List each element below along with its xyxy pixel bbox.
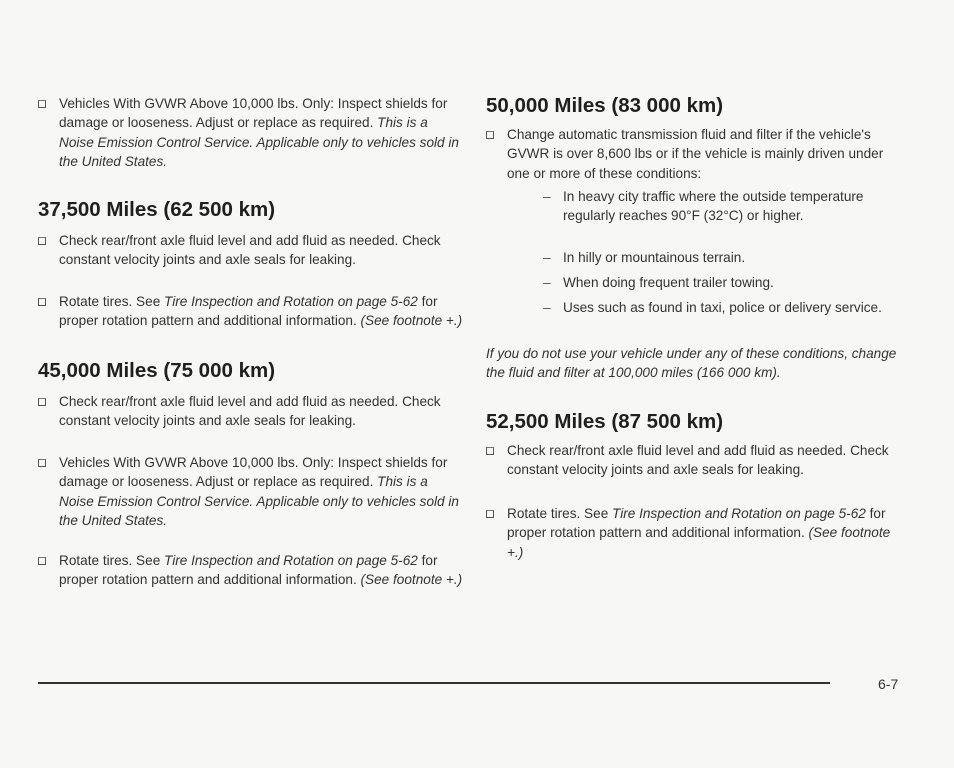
checklist-item-vehicles-gvwr	[38, 453, 463, 531]
item-italic-note: This is a Noise Emission Control Service. Applicable only to vehicles sold in the United States.	[59, 115, 459, 170]
checkbox-icon[interactable]	[38, 100, 46, 108]
item-text: Vehicles With GVWR Above 10,000 lbs. Only: Inspect shields for damage or looseness. Adjust or replace as required.	[59, 96, 448, 131]
dash-bullet: –	[543, 250, 551, 265]
condition-item	[543, 187, 903, 226]
condition-text: In heavy city traffic where the outside temperature regularly reaches 90°F (32°C) or higher.	[563, 189, 864, 224]
item-text: Check rear/front axle fluid level and add fluid as needed. Check constant velocity joints and axle seals for leaking.	[507, 443, 889, 478]
checklist-item-rotate-tires	[38, 551, 463, 590]
cross-reference-link[interactable]: Tire Inspection and Rotation on page 5-62	[612, 506, 866, 521]
item-text: Rotate tires. See	[507, 506, 609, 521]
checklist-item-rotate-tires	[38, 292, 463, 331]
cross-reference-link[interactable]: Tire Inspection and Rotation on page 5-62	[164, 553, 418, 568]
footer-rule	[38, 682, 830, 684]
item-text: for proper rotation pattern and additional information.	[59, 294, 438, 329]
condition-item	[543, 248, 903, 267]
footnote-reference: (See footnote +.)	[360, 313, 463, 329]
checkbox-icon[interactable]	[38, 459, 46, 467]
italic-note: If you do not use your vehicle under any of these conditions, change the fluid and filter at 100,000 miles (166 000 km).	[486, 346, 897, 381]
item-text: Vehicles With GVWR Above 10,000 lbs. Only: Inspect shields for damage or looseness. Adjust or replace as required.	[59, 455, 448, 490]
item-text: for proper rotation pattern and additional information.	[507, 506, 886, 541]
section-heading-52500: 52,500 Miles (87 500 km)	[486, 410, 724, 433]
item-text: for proper rotation pattern and additional information.	[59, 553, 438, 588]
condition-text: When doing frequent trailer towing.	[563, 275, 774, 290]
checkbox-icon[interactable]	[38, 298, 46, 306]
section-heading-37500: 37,500 Miles (62 500 km)	[38, 198, 276, 221]
condition-text: In hilly or mountainous terrain.	[563, 250, 746, 265]
checkbox-icon[interactable]	[486, 447, 494, 455]
footnote-reference: (See footnote +.)	[360, 572, 463, 588]
condition-item	[543, 273, 903, 292]
item-text: Rotate tires. See	[59, 294, 161, 309]
checklist-item-axle-fluid	[486, 441, 906, 480]
footnote-reference: (See footnote +.)	[507, 525, 891, 560]
dash-bullet: –	[543, 189, 551, 204]
checkbox-icon[interactable]	[486, 131, 494, 139]
section-heading-50000: 50,000 Miles (83 000 km)	[486, 94, 724, 117]
dash-bullet: –	[543, 300, 551, 315]
condition-item	[543, 298, 903, 317]
cross-reference-link[interactable]: Tire Inspection and Rotation on page 5-62	[164, 294, 418, 309]
checklist-item-axle-fluid	[38, 392, 463, 431]
checkbox-icon[interactable]	[486, 510, 494, 518]
section-heading-45000: 45,000 Miles (75 000 km)	[38, 359, 276, 382]
checkbox-icon[interactable]	[38, 237, 46, 245]
item-italic-note: This is a Noise Emission Control Service. Applicable only to vehicles sold in the United States.	[59, 474, 459, 529]
checkbox-icon[interactable]	[38, 398, 46, 406]
dash-bullet: –	[543, 275, 551, 290]
checkbox-icon[interactable]	[38, 557, 46, 565]
item-text: Check rear/front axle fluid level and add fluid as needed. Check constant velocity joints and axle seals for leaking.	[59, 233, 441, 268]
checklist-item-vehicles-gvwr	[38, 94, 463, 172]
checklist-item-rotate-tires	[486, 504, 906, 562]
checklist-item-transmission-fluid	[486, 125, 906, 183]
item-text: Rotate tires. See	[59, 553, 161, 568]
checklist-item-axle-fluid	[38, 231, 463, 270]
page-number: 6-7	[878, 676, 899, 692]
item-text: Change automatic transmission fluid and filter if the vehicle's GVWR is over 8,600 lbs or if the vehicle is mainly driven under one or more of these conditions:	[507, 127, 884, 181]
item-text: Check rear/front axle fluid level and add fluid as needed. Check constant velocity joints and axle seals for leaking.	[59, 394, 441, 429]
condition-text: Uses such as found in taxi, police or delivery service.	[563, 300, 882, 315]
